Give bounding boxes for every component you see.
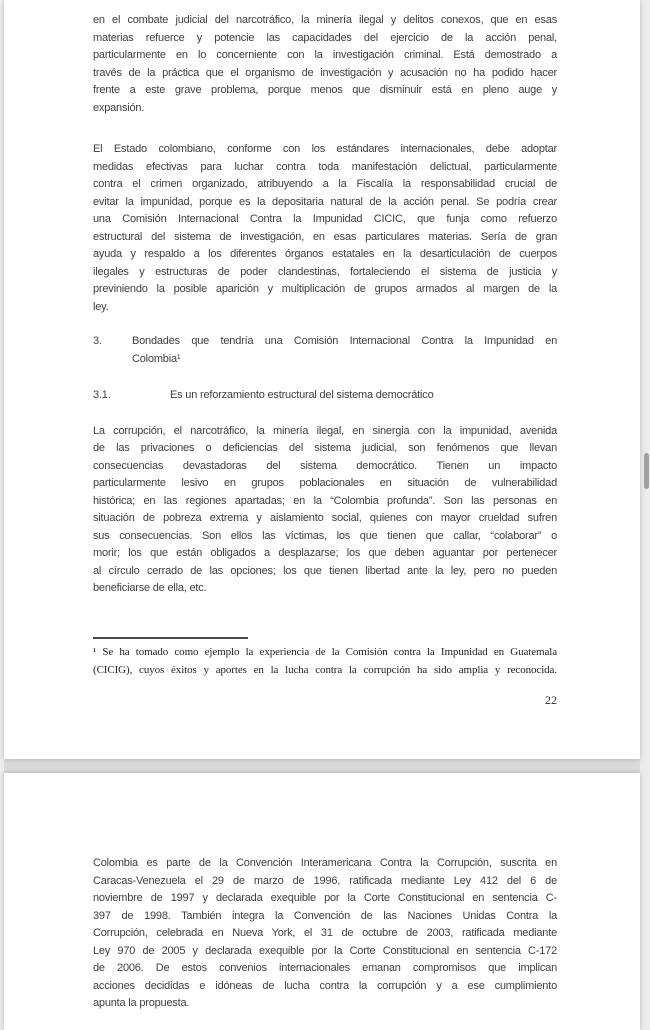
footnote: [93, 643, 557, 679]
text-line: ilegales y estructuras de poder clandestinas, fortaleciendo el sistema de justicia y: [93, 265, 557, 278]
text-line: través de la práctica que el organismo de investigación y acusación no ha podido hacer: [93, 66, 557, 79]
paragraph: [93, 12, 557, 117]
text-line: ley.: [93, 300, 109, 313]
text-line: sus consecuencias. Son ellos las víctimas, los que tienen que callar, “colaborar” o: [93, 529, 557, 542]
text-line: particularmente en lo concerniente con la investigación criminal. Está demostrado a: [93, 49, 557, 61]
text-line: evitar la impunidad, porque es la depositaria natural de la acción penal. Se podría crear: [93, 195, 557, 208]
text-line: expansión.: [93, 101, 145, 114]
text-line: de 2006. De estos convenios internacionales emanan compromisos que implican: [93, 962, 557, 974]
text-line: en el combate judicial del narcotráfico, la minería ilegal y delitos conexos, que en esas: [93, 14, 557, 26]
text-line: previniendo la posible aparición y multiplicación de grupos armados al margen de la: [93, 283, 557, 295]
text-line: Colombia¹: [132, 352, 181, 365]
text-line: ¹ Se ha tomado como ejemplo la experiencia de la Comisión contra la Impunidad en Guatemala: [93, 645, 557, 658]
text-line: Colombia es parte de la Convención Interamericana Contra la Corrupción, suscrita en: [93, 857, 557, 869]
text-line: (CICIG), cuyos éxitos y aportes en la lucha contra la corrupción ha sido amplia y reconocida.: [93, 663, 557, 676]
text-line: ayuda y respaldo a los diferentes órganos estatales en la desarticulación de cuerpos: [93, 248, 557, 260]
text-line: noviembre de 1997 y declarada exequible por la Corte Constitucional en sentencia C-: [93, 892, 557, 904]
text-line: materias refuerce y potencie las capacidades del ejercicio de la acción penal,: [93, 31, 557, 44]
text-line: de las privaciones o deficiencias del sistema judicial, son fenómenos que llevan: [93, 442, 557, 454]
page-gap: [4, 759, 640, 773]
text-line: acciones decididas e idóneas de lucha contra la corrupción y a ese cumplimiento: [93, 979, 557, 992]
text-line: La corrupción, el narcotráfico, la minería ilegal, en sinergia con la impunidad, avenida: [93, 424, 557, 437]
page-number: 22: [545, 692, 557, 707]
text-line: apunta la propuesta.: [93, 997, 190, 1009]
page-22-text-column: [93, 12, 557, 709]
text-line: frente a este grave problema, porque menos que disminuir está en pleno auge y: [93, 84, 557, 96]
section-heading-text: Es un reforzamiento estructural del sistema democrático: [170, 389, 434, 401]
text-line: medidas efectivas para luchar contra toda manifestación delictual, particularmente: [93, 160, 557, 173]
text-line: Corrupción, celebrada en Nueva York, el 31 de octubre de 2003, ratificada mediante: [93, 927, 557, 939]
text-line: una Comisión Internacional Contra la Impunidad CICIC, que funja como refuerzo: [93, 213, 557, 225]
text-line: particularmente lesivo en grupos poblacionales en situación de vulnerabilidad: [93, 477, 557, 489]
text-line: Caracas-Venezuela el 29 de marzo de 1996, ratificada mediante Ley 412 del 6 de: [93, 874, 557, 887]
text-line: Bondades que tendría una Comisión Internacional Contra la Impunidad en: [132, 335, 557, 347]
section-heading-text: [132, 333, 557, 368]
paragraph: [93, 141, 557, 316]
text-line: 397 de 1998. También integra la Convención de las Naciones Unidas Contra la: [93, 909, 557, 922]
document-page-22: [4, 0, 640, 759]
paragraph: [93, 855, 557, 1013]
text-line: consecuencias devastadoras del sistema democrático. Tienen un impacto: [93, 459, 557, 472]
scrollbar-thumb[interactable]: [644, 453, 649, 489]
section-number: 3.: [93, 335, 102, 347]
section-number: 3.1.: [93, 389, 111, 401]
text-line: morir; los que están obligados a desplazarse; los que deben aguantar por pertenecer: [93, 547, 557, 559]
text-line: histórica; en las regiones apartadas; en la “Colombia profunda”. Son las personas en: [93, 494, 557, 507]
text-line: Ley 970 de 2005 y declarada exequible por la Corte Constitucional en sentencia C-172: [93, 944, 557, 957]
text-line: situación de pobreza extrema y aislamiento social, quienes con mayor crueldad sufren: [93, 512, 557, 524]
section-heading-3: [93, 333, 557, 368]
text-line: El Estado colombiano, conforme con los estándares internacionales, debe adoptar: [93, 143, 557, 155]
footnote-separator-rule: [93, 637, 248, 639]
section-heading-3-1: [93, 387, 557, 405]
page-23-text-column: [93, 855, 557, 1013]
text-line: contra el crimen organizado, atribuyendo a la Fiscalía la responsabilidad crucial de: [93, 178, 557, 190]
text-line: al círculo cerrado de las opciones; los que tienen libertad ante la ley, pero no pueden: [93, 564, 557, 577]
document-page-23: [4, 773, 640, 1030]
paragraph: [93, 423, 557, 598]
text-line: estructural del sistema de investigación, en esas particulares materias. Sería de gran: [93, 230, 557, 243]
scrollbar[interactable]: [640, 0, 650, 1030]
text-line: beneficiarse de ella, etc.: [93, 582, 207, 594]
